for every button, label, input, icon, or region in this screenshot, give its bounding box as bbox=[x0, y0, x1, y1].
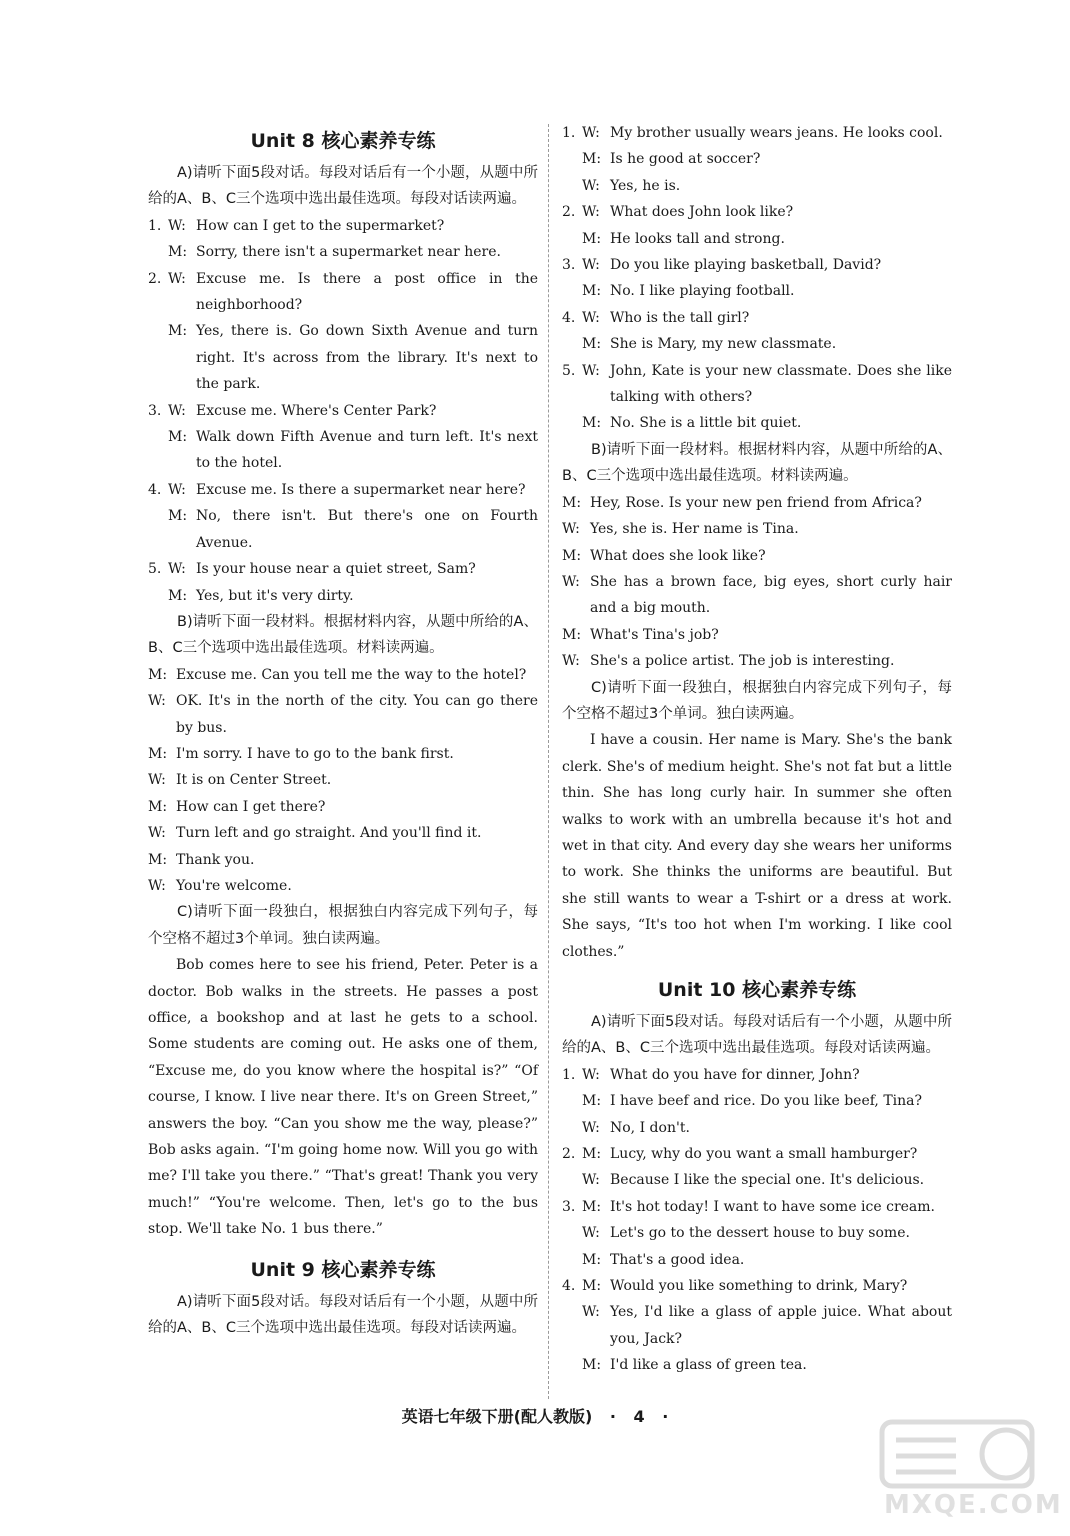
unit10-a-line bbox=[562, 1247, 952, 1273]
line-text: I'd like a glass of green tea. bbox=[610, 1357, 807, 1374]
unit10-a-line bbox=[562, 1062, 952, 1088]
speaker-label: M: bbox=[582, 1198, 602, 1215]
unit9-a-line bbox=[562, 410, 952, 436]
line-text: No. She is a little bit quiet. bbox=[610, 415, 802, 432]
speaker-label: W: bbox=[582, 1304, 600, 1321]
unit8-a-line bbox=[148, 266, 538, 319]
unit8-a-dialogues bbox=[148, 213, 538, 609]
speaker-label: M: bbox=[582, 1357, 602, 1374]
line-text: I have beef and rice. Do you like beef, Tina? bbox=[610, 1093, 923, 1110]
item-number bbox=[562, 278, 582, 304]
line-text: Do you like playing basketball, David? bbox=[610, 257, 882, 274]
item-number bbox=[148, 239, 168, 265]
unit10-a-line bbox=[562, 1299, 952, 1352]
speaker-label: M: bbox=[168, 587, 188, 604]
speaker-label: W: bbox=[582, 177, 600, 194]
line-text: OK. It's in the north of the city. You can go there by bus. bbox=[176, 693, 538, 736]
item-number bbox=[562, 146, 582, 172]
page-footer: 英语七年级下册(配人教版) · 4 · bbox=[401, 1407, 669, 1426]
unit10-a-line bbox=[562, 1167, 952, 1193]
unit9-b-line bbox=[562, 490, 952, 516]
speaker-label: M: bbox=[148, 745, 168, 762]
unit8-b-line bbox=[148, 794, 538, 820]
item-number bbox=[562, 1220, 582, 1246]
line-text: How can I get there? bbox=[176, 798, 326, 815]
speaker-label: M: bbox=[148, 851, 168, 868]
unit8-a-line bbox=[148, 318, 538, 397]
speaker-label: W: bbox=[582, 1119, 600, 1136]
unit10-a-line bbox=[562, 1141, 952, 1167]
item-number bbox=[562, 1247, 582, 1273]
item-number: 1. bbox=[148, 217, 162, 234]
speaker-label: M: bbox=[168, 508, 188, 525]
item-number: 4. bbox=[562, 309, 576, 326]
unit9-a-line bbox=[562, 358, 952, 411]
speaker-label: W: bbox=[148, 693, 166, 710]
item-number: 1. bbox=[562, 1066, 576, 1083]
unit8-b-line bbox=[148, 820, 538, 846]
unit9-b-dialogue bbox=[562, 490, 952, 675]
unit9-a-line bbox=[562, 199, 952, 225]
line-text: Thank you. bbox=[176, 851, 255, 868]
line-text: Yes, he is. bbox=[610, 177, 681, 194]
speaker-label: W: bbox=[582, 204, 600, 221]
line-text: What do you have for dinner, John? bbox=[610, 1066, 860, 1083]
line-text: Would you like something to drink, Mary? bbox=[610, 1278, 908, 1295]
speaker-label: M: bbox=[148, 666, 168, 683]
unit9-a-line bbox=[562, 305, 952, 331]
item-number bbox=[562, 1088, 582, 1114]
item-number: 1. bbox=[562, 125, 576, 141]
speaker-label: W: bbox=[148, 877, 166, 894]
line-text: Walk down Fifth Avenue and turn left. It's next to the hotel. bbox=[196, 429, 538, 472]
unit9-title: Unit 9 核心素养专练 bbox=[250, 1258, 436, 1281]
unit8-a-line bbox=[148, 239, 538, 265]
unit8-c-instructions: C)请听下面一段独白，根据独白内容完成下列句子，每个空格不超过3个单词。独白读两遍。 bbox=[148, 904, 538, 947]
speaker-label: W: bbox=[582, 125, 600, 141]
unit8-a-line bbox=[148, 503, 538, 556]
unit8-a-instructions: A)请听下面5段对话。每段对话后有一个小题，从题中所给的A、B、C三个选项中选出最佳选项。每段对话读两遍。 bbox=[148, 165, 538, 208]
unit8-a-line bbox=[148, 477, 538, 503]
footer-page-number: 4 bbox=[633, 1407, 645, 1426]
line-text: She has a brown face, big eyes, short curly hair and a big mouth. bbox=[590, 573, 952, 617]
unit8-b-line bbox=[148, 847, 538, 873]
line-text: Yes, she is. Her name is Tina. bbox=[590, 521, 799, 538]
unit9-c-monologue: I have a cousin. Her name is Mary. She's the bank clerk. She's of medium height. She's not fat but a little thin. She has long curly hair. In summer she often walks to work with an umbrella because it's hot and wet in that city. And every day she wears her uniforms to work. She thinks the uniforms are beautiful. But she still wants to wear a T-shirt or a dress at work. She says, “It's too hot when I'm working. I like cool clothes.” bbox=[562, 732, 952, 960]
unit10-a-line bbox=[562, 1273, 952, 1299]
item-number bbox=[562, 410, 582, 436]
unit9-b-instructions: B)请听下面一段材料。根据材料内容，从题中所给的A、B、C三个选项中选出最佳选项。材料读两遍。 bbox=[562, 441, 952, 485]
unit8-b-line bbox=[148, 767, 538, 793]
speaker-label: W: bbox=[168, 270, 186, 287]
unit9-a-instructions: A)请听下面5段对话。每段对话后有一个小题，从题中所给的A、B、C三个选项中选出最佳选项。每段对话读两遍。 bbox=[148, 1293, 538, 1337]
unit10-a-line bbox=[562, 1194, 952, 1220]
line-text: Because I like the special one. It's delicious. bbox=[610, 1172, 925, 1189]
item-number bbox=[148, 583, 168, 609]
item-number bbox=[148, 318, 168, 397]
unit8-b-line bbox=[148, 688, 538, 741]
unit8-b-line bbox=[148, 873, 538, 899]
line-text: That's a good idea. bbox=[610, 1251, 745, 1268]
line-text: I'm sorry. I have to go to the bank first. bbox=[176, 745, 454, 762]
speaker-label: W: bbox=[148, 825, 166, 842]
unit9-b-line bbox=[562, 543, 952, 569]
line-text: Excuse me. Is there a supermarket near here? bbox=[196, 481, 526, 498]
unit8-b-dialogue bbox=[148, 662, 538, 900]
speaker-label: W: bbox=[168, 561, 186, 578]
speaker-label: M: bbox=[562, 547, 582, 564]
line-text: Lucy, why do you want a small hamburger? bbox=[610, 1146, 918, 1163]
unit9-a-line bbox=[562, 331, 952, 357]
unit8-a-line bbox=[148, 583, 538, 609]
unit8-b-instructions: B)请听下面一段材料。根据材料内容，从题中所给的A、B、C三个选项中选出最佳选项。材料读两遍。 bbox=[148, 613, 538, 657]
unit9-b-line bbox=[562, 516, 952, 542]
unit9-a-line bbox=[562, 173, 952, 199]
unit8-a-line bbox=[148, 213, 538, 239]
speaker-label: W: bbox=[582, 309, 600, 326]
item-number: 5. bbox=[562, 362, 576, 379]
line-text: Excuse me. Can you tell me the way to the hotel? bbox=[176, 666, 527, 683]
item-number bbox=[148, 424, 168, 477]
unit9-b-line bbox=[562, 648, 952, 674]
line-text: Yes, but it's very dirty. bbox=[196, 587, 354, 604]
line-text: John, Kate is your new classmate. Does she like talking with others? bbox=[610, 362, 952, 406]
line-text: It's hot today! I want to have some ice cream. bbox=[610, 1198, 935, 1215]
line-text: My brother usually wears jeans. He looks cool. bbox=[610, 125, 943, 141]
speaker-label: W: bbox=[582, 1225, 600, 1242]
unit9-b-line bbox=[562, 569, 952, 622]
speaker-label: M: bbox=[582, 1278, 602, 1295]
speaker-label: W: bbox=[562, 521, 580, 538]
line-text: What does she look like? bbox=[590, 547, 766, 564]
unit9-a-line bbox=[562, 278, 952, 304]
item-number: 2. bbox=[562, 204, 576, 221]
line-text: No. I like playing football. bbox=[610, 283, 795, 300]
speaker-label: M: bbox=[582, 230, 602, 247]
right-column bbox=[562, 120, 952, 1379]
speaker-label: M: bbox=[168, 244, 188, 261]
unit9-a-line bbox=[562, 120, 952, 146]
item-number bbox=[148, 503, 168, 556]
speaker-label: M: bbox=[562, 626, 582, 643]
unit10-a-line bbox=[562, 1352, 952, 1378]
line-text: No, I don't. bbox=[610, 1119, 690, 1136]
speaker-label: M: bbox=[582, 283, 602, 300]
item-number: 3. bbox=[148, 402, 162, 419]
speaker-label: W: bbox=[562, 653, 580, 670]
item-number bbox=[562, 1352, 582, 1378]
item-number bbox=[562, 1115, 582, 1141]
unit8-b-line bbox=[148, 662, 538, 688]
speaker-label: W: bbox=[148, 772, 166, 789]
item-number: 2. bbox=[562, 1146, 576, 1163]
speaker-label: M: bbox=[562, 494, 582, 511]
line-text: What's Tina's job? bbox=[590, 626, 719, 643]
speaker-label: W: bbox=[168, 481, 186, 498]
line-text: Turn left and go straight. And you'll find it. bbox=[176, 825, 482, 842]
watermark-logo bbox=[876, 1416, 1063, 1526]
item-number: 2. bbox=[148, 270, 162, 287]
item-number: 4. bbox=[562, 1278, 576, 1295]
unit9-a-line bbox=[562, 226, 952, 252]
footer-book-title: 英语七年级下册(配人教版) bbox=[401, 1407, 593, 1426]
unit8-a-line bbox=[148, 398, 538, 424]
item-number: 3. bbox=[562, 257, 576, 274]
watermark-text: MXQE.COM bbox=[884, 1490, 1063, 1520]
unit9-a-line bbox=[562, 252, 952, 278]
unit9-b-line bbox=[562, 622, 952, 648]
speaker-label: M: bbox=[582, 415, 602, 432]
speaker-label: W: bbox=[168, 402, 186, 419]
unit10-a-line bbox=[562, 1115, 952, 1141]
left-column bbox=[148, 118, 538, 1341]
unit9-a-line bbox=[562, 146, 952, 172]
line-text: Excuse me. Where's Center Park? bbox=[196, 402, 437, 419]
unit8-b-line bbox=[148, 741, 538, 767]
unit10-a-instructions: A)请听下面5段对话。每段对话后有一个小题，从题中所给的A、B、C三个选项中选出最佳选项。每段对话读两遍。 bbox=[562, 1014, 952, 1057]
unit9-c-instructions: C)请听下面一段独白，根据独白内容完成下列句子，每个空格不超过3个单词。独白读两遍。 bbox=[562, 679, 952, 722]
item-number bbox=[562, 226, 582, 252]
line-text: Yes, I'd like a glass of apple juice. What about you, Jack? bbox=[610, 1304, 952, 1347]
speaker-label: W: bbox=[582, 1172, 600, 1189]
line-text: Is he good at soccer? bbox=[610, 151, 761, 168]
speaker-label: W: bbox=[168, 217, 186, 234]
line-text: Excuse me. Is there a post office in the neighborhood? bbox=[196, 270, 538, 314]
line-text: He looks tall and strong. bbox=[610, 230, 785, 247]
speaker-label: M: bbox=[582, 336, 602, 353]
line-text: Who is the tall girl? bbox=[610, 309, 750, 326]
column-divider bbox=[548, 124, 549, 1399]
line-text: Hey, Rose. Is your new pen friend from Africa? bbox=[590, 494, 922, 511]
unit8-a-line bbox=[148, 424, 538, 477]
unit10-a-dialogues bbox=[562, 1062, 952, 1379]
line-text: It is on Center Street. bbox=[176, 772, 332, 789]
item-number bbox=[562, 331, 582, 357]
speaker-label: M: bbox=[168, 429, 188, 446]
item-number bbox=[562, 173, 582, 199]
line-text: You're welcome. bbox=[176, 877, 292, 894]
unit10-a-line bbox=[562, 1088, 952, 1114]
line-text: Yes, there is. Go down Sixth Avenue and turn right. It's across from the library. It's next to the park. bbox=[196, 323, 538, 393]
item-number bbox=[562, 1167, 582, 1193]
line-text: How can I get to the supermarket? bbox=[196, 217, 445, 234]
speaker-label: W: bbox=[582, 362, 600, 379]
item-number: 3. bbox=[562, 1198, 576, 1215]
speaker-label: M: bbox=[582, 1093, 602, 1110]
line-text: What does John look like? bbox=[610, 204, 794, 221]
line-text: Let's go to the dessert house to buy some. bbox=[610, 1225, 910, 1242]
speaker-label: M: bbox=[148, 798, 168, 815]
unit10-a-line bbox=[562, 1220, 952, 1246]
speaker-label: M: bbox=[582, 1251, 602, 1268]
item-number: 4. bbox=[148, 481, 162, 498]
item-number bbox=[562, 1299, 582, 1352]
line-text: Is your house near a quiet street, Sam? bbox=[196, 561, 476, 578]
line-text: She is Mary, my new classmate. bbox=[610, 336, 837, 353]
speaker-label: M: bbox=[582, 1146, 602, 1163]
speaker-label: W: bbox=[582, 1066, 600, 1083]
line-text: She's a police artist. The job is interesting. bbox=[590, 653, 895, 670]
unit8-title: Unit 8 核心素养专练 bbox=[250, 130, 436, 152]
watermark-stamp-icon bbox=[876, 1416, 1046, 1496]
unit9-a-dialogues bbox=[562, 120, 952, 437]
speaker-label: M: bbox=[168, 323, 188, 340]
unit8-c-monologue: Bob comes here to see his friend, Peter. Peter is a doctor. Bob walks in the streets. He passes a post office, a bookshop and at last he gets to a school. Some students are coming out. He asks one of them, “Excuse me, do you know where the hospital is?” “Of course, I know. I live near there. It's on Green Street,” answers the boy. “Can you show me the way, please?” Bob asks again. “I'm going home now. Will you go with me? I'll take you there.” “That's great! Thank you very much!” “You're welcome. Then, let's go to the bus stop. We'll take No. 1 bus there.” bbox=[148, 957, 538, 1238]
line-text: Sorry, there isn't a supermarket near here. bbox=[196, 244, 501, 261]
speaker-label: W: bbox=[562, 573, 580, 590]
item-number: 5. bbox=[148, 561, 162, 578]
unit10-title: Unit 10 核心素养专练 bbox=[657, 979, 857, 1001]
speaker-label: M: bbox=[582, 151, 602, 168]
line-text: No, there isn't. But there's one on Fourth Avenue. bbox=[196, 508, 538, 551]
unit8-a-line bbox=[148, 556, 538, 582]
speaker-label: W: bbox=[582, 257, 600, 274]
